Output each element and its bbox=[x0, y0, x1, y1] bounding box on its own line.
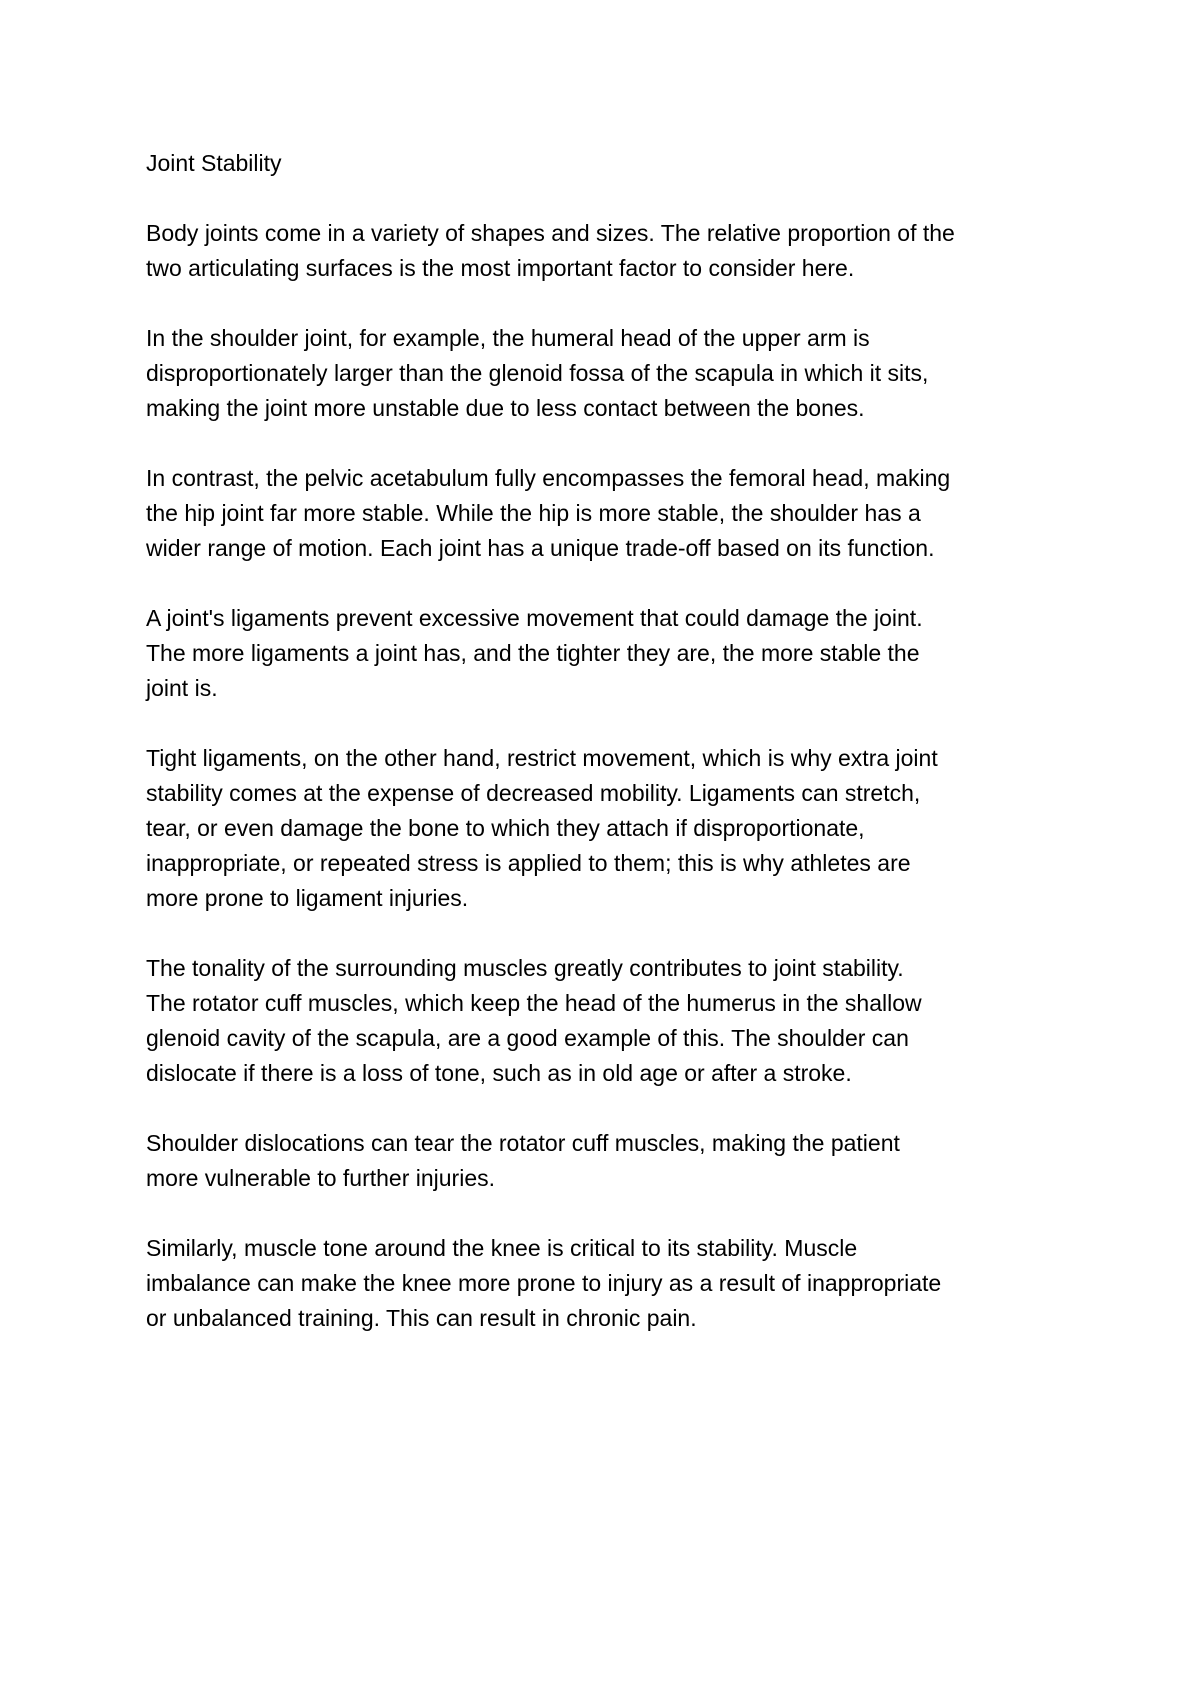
paragraph-3: In contrast, the pelvic acetabulum fully encompasses the femoral head, making the hip joint far more stable. While the hip is more stable, the shoulder has a wider range of motion. Each joint has a unique trade-off based on its function. bbox=[146, 465, 951, 561]
paragraph-1: Body joints come in a variety of shapes and sizes. The relative proportion of the two articulating surfaces is the most important factor to consider here. bbox=[146, 220, 955, 281]
document-body bbox=[146, 146, 1066, 1371]
paragraph-6: The tonality of the surrounding muscles greatly contributes to joint stability. The rotator cuff muscles, which keep the head of the humerus in the shallow glenoid cavity of the scapula, are a good example of this. The shoulder can dislocate if there is a loss of tone, such as in old age or after a stroke. bbox=[146, 955, 922, 1086]
paragraph-7: Shoulder dislocations can tear the rotator cuff muscles, making the patient more vulnerable to further injuries. bbox=[146, 1130, 900, 1191]
paragraph-4: A joint's ligaments prevent excessive movement that could damage the joint. The more ligaments a joint has, and the tighter they are, the more stable the joint is. bbox=[146, 605, 923, 701]
paragraph-8: Similarly, muscle tone around the knee is critical to its stability. Muscle imbalance can make the knee more prone to injury as a result of inappropriate or unbalanced training. This can result in chronic pain. bbox=[146, 1235, 942, 1331]
paragraph-2: In the shoulder joint, for example, the humeral head of the upper arm is disproportionately larger than the glenoid fossa of the scapula in which it sits, making the joint more unstable due to less contact between the bones. bbox=[146, 325, 929, 421]
document-title: Joint Stability bbox=[146, 150, 282, 176]
paragraph-5: Tight ligaments, on the other hand, restrict movement, which is why extra joint stability comes at the expense of decreased mobility. Ligaments can stretch, tear, or even damage the bone to which they attach if disproportionate, inappropriate, or repeated stress is applied to them; this is why athletes are more prone to ligament injuries. bbox=[146, 745, 938, 911]
